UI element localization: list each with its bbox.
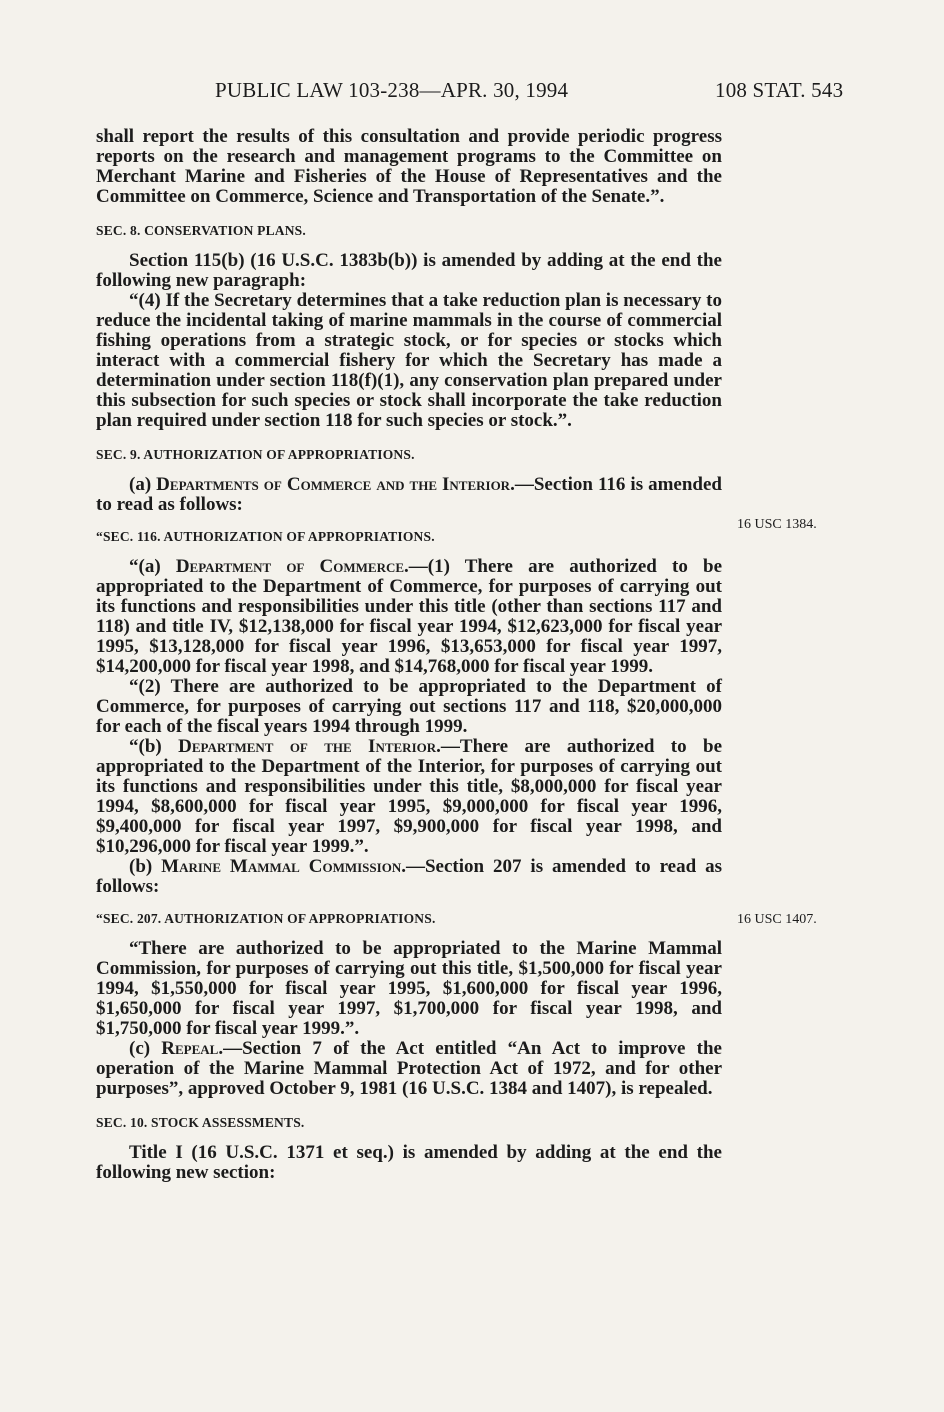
section-9-subsection-c [96,1039,722,1099]
subsection-a-label: (a) [129,474,157,495]
s116-b-caption: Department of the Interior. [178,736,441,757]
section-116-subsection-a [96,557,722,677]
section-9-subsection-b [96,857,722,897]
subsection-a-caption: Departments of Commerce and the Interior. [156,474,515,495]
subsection-c-label: (c) [129,1038,162,1059]
section-8-paragraph: Section 115(b) (16 U.S.C. 1383b(b)) is amended by adding at the end the following new paragraph: [96,250,722,291]
s116-a-caption: Department of Commerce. [175,556,409,577]
paragraph-continued: shall report the results of this consultation and provide periodic progress reports on the research and management programs to the Committee on Merchant Marine and Fisheries of the House of Representatives and the Committee on Commerce, Science and Transportation of the Senate.”. [96,126,722,207]
s116-a-text: —(1) There are authorized to be appropriated to the Department of Commerce, for purposes of carrying out its functions and responsibilities under this title (other than sections 117 and 118) and title IV, $12,138,000 for fiscal year 1994, $12,623,000 for fiscal year 1995, $13,128,000 for fiscal year 1996, $13,653,000 for fiscal year 1997, $14,200,000 for fiscal year 1998, and $14,768,000 for fiscal year 1999. [96,556,723,677]
side-note-16-usc-1407: 16 USC 1407. [737,912,817,927]
section-8-new-paragraph-4: “(4) If the Secretary determines that a take reduction plan is necessary to reduce the incidental taking of marine mammals in the course of commercial fishing operations from a strategic stock, or for species or stocks which interact with a commercial fishery for which the Secretary has made a determination under section 118(f)(1), any conservation plan prepared under this subsection for such species or stock shall incorporate the take reduction plan required under section 118 for such species or stock.”. [96,290,722,431]
subsection-c-caption: Repeal. [161,1038,224,1059]
subsection-a-text: —Section 116 is amended to read as follows: [96,474,722,515]
side-note-16-usc-1384: 16 USC 1384. [737,517,817,532]
section-116-heading: “SEC. 116. AUTHORIZATION OF APPROPRIATIONS. [96,529,435,544]
section-9-heading: SEC. 9. AUTHORIZATION OF APPROPRIATIONS. [96,447,415,462]
running-header-title: PUBLIC LAW 103-238—APR. 30, 1994 [215,78,569,102]
section-10-paragraph: Title I (16 U.S.C. 1371 et seq.) is amended by adding at the end the following new section: [96,1142,722,1183]
section-116-subsection-a-2: “(2) There are authorized to be appropriated to the Department of Commerce, for purposes of carrying out sections 117 and 118, $20,000,000 for each of the fiscal years 1994 through 1999. [96,676,722,737]
s116-b-label: “(b) [129,736,179,757]
section-207-text: “There are authorized to be appropriated to the Marine Mammal Commission, for purposes of carrying out this title, $1,500,000 for fiscal year 1994, $1,550,000 for fiscal year 1995, $1,600,000 for fiscal year 1996, $1,650,000 for fiscal year 1997, $1,700,000 for fiscal year 1998, and $1,750,000 for fiscal year 1999.”. [96,938,722,1039]
body-text [96,127,722,1183]
subsection-c-text: —Section 7 of the Act entitled “An Act to improve the operation of the Marine Mammal Protection Act of 1972, and for other purposes”, approved October 9, 1981 (16 U.S.C. 1384 and 1407), is repealed. [96,1038,722,1099]
section-8-heading: SEC. 8. CONSERVATION PLANS. [96,223,306,238]
section-207-heading: “SEC. 207. AUTHORIZATION OF APPROPRIATIONS. [96,911,436,926]
subsection-b-text: —Section 207 is amended to read as follows: [96,856,723,897]
section-10-heading: SEC. 10. STOCK ASSESSMENTS. [96,1115,305,1130]
section-116-subsection-b [96,737,722,857]
s116-a-label: “(a) [129,556,176,577]
s116-b-text: —There are authorized to be appropriated to the Department of the Interior, for purposes of carrying out its functions and responsibilities under this title, $8,000,000 for fiscal year 1994, $8,600,000 for fiscal year 1995, $9,000,000 for fiscal year 1996, $9,400,000 for fiscal year 1997, $9,900,000 for fiscal year 1998, and $10,296,000 for fiscal year 1999.”. [96,736,723,857]
running-header-stat-page: 108 STAT. 543 [715,78,844,102]
section-9-subsection-a [96,475,722,515]
subsection-b-label: (b) [129,856,162,877]
subsection-b-caption: Marine Mammal Commission. [161,856,406,877]
